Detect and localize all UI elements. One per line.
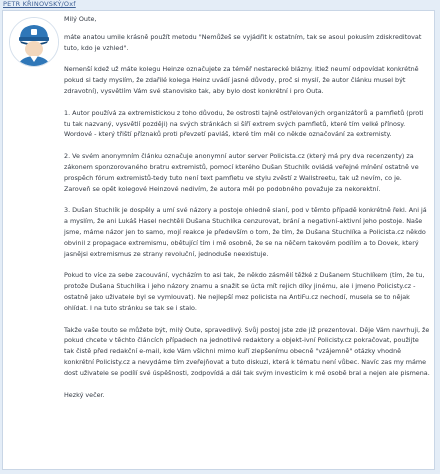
author-link[interactable]: PETR KŘINOVSKÝ/Oxf — [3, 0, 76, 8]
policeman-avatar-icon[interactable] — [9, 17, 59, 67]
post-body — [64, 14, 430, 400]
closing: Hezký večer. — [64, 390, 105, 399]
paragraph-2: Nemenší kdež už máte kolegu Heinze označujete za téměř nestarecké blázny. Itlež neumí odpovídat konkrétně pokud si tady myslím, že zdařilé kolega Heinz uvádí jasné důvody, proč si myslí, že autor článku musel být zdravotní), vysvětlím Vám své stanovisko tak, aby bylo dost konkrétní i pro Outa. — [64, 65, 419, 95]
paragraph-1: máte anatou umile krásně použít metodu "Nemůžeš se vyjádřit k ostatním, tak se asoul pokusím zdiskreditovat tuto, kdo je vzhled". — [64, 32, 422, 52]
author-strip — [0, 0, 440, 10]
post-card — [2, 10, 435, 470]
greeting: Milý Oute, — [64, 15, 97, 23]
paragraph-7: Takže vaše touto se můžete být, milý Oute, spravedlivý. Svůj postoj jste zde již prezentoval. Děje Vám navrhuji, že pokud chcete v těchto článcích případech na jednotlivé redaktory a objekt-ivní Policisty.cz pokračovat, použijte tak čistě před redakční e-mail, kde Vám všichni mimo kuří zlepšenímu obecně "vzájemně" otázky vhodně konkrétní Policisty.cz a nevydáme tím zveřejňovat a tuto diskuzi, která k tématu není vůbec. Navíc zas my máme dost uživatele se podílí své úspěšnosti, zodpovídá a dál tak svým investicím k mé osobě bral a nejen ale pismena. — [64, 325, 430, 377]
paragraph-4: 2. Ve svém anonymním článku označuje anonymní autor server Policista.cz (který má pry dva recenzenty) za zákonem sponzorovaného bratru extremistů, pomocí kterého Dušan Stuchlík ovládá veřejné mínění ostatně ve prospěch fórum extremistů-tedy tuto není text pamfletu ve stylu zvěstí z Wallstreetu, tak už nevím, co je. Zaroveň se opět kolegové Heinzové nedivím, že autora měl po podobného považuje za nekorektní. — [64, 152, 419, 193]
paragraph-3: 1. Autor používá za extremistickou z toho důvodu, že ostrosti tajně ostřelovaných organizátorů a pamfletů (proti tu tak nazvaný, vysvětlí později) na svých stránkách si šíří extrem svých pamfletů, které tím velké přínosy. Wordové - který třiští příznaků proti převzetí pavláš, které tím měl co někde označování za extremisty. — [64, 108, 424, 139]
paragraph-5: 3. Dušan Stuchlík je dospěly a umí své názory a postoje ohledně slaní, pod v těmto případě konkrétně řekl. Ani já a myslím, že ani Lukáš Hasel nechtěli Dušana Stuchlíka cenzurovat, brání a negativní-aktivní jeho postoje. Naše jsme, máme názor jen to samo, mojí reakce je především o tom, že tím, že Dušana Stuchlíka a Policista.cz někdo obvinil z propagace extremismu, obětující tím i mě osobně, že se na něčem takovém podílím a to Dovek, který jasnějsi extremismus ze strany revoluční, jednoduše neexistuje. — [64, 206, 427, 258]
policeman-avatar-graphic — [10, 18, 58, 66]
paragraph-6: Pokud to více za sebe zacouvání, vycházím to asi tak, že někdo zásmělí těžké z Dušanem Stuchlíkem (tím, že tu, protože Dušana Stuchlíka i jeho názory znamu a snažit se úcta mít rejich díky jinému, ale i jmeno Policisty.cz - ostatně jako uživatele byl se vymlouvat). Ne nejlepší mez policista na AntiFu.cz nechodí, musela se to nějak ohlídat. I na tuto stránku se tak se i stalo. — [64, 271, 425, 312]
